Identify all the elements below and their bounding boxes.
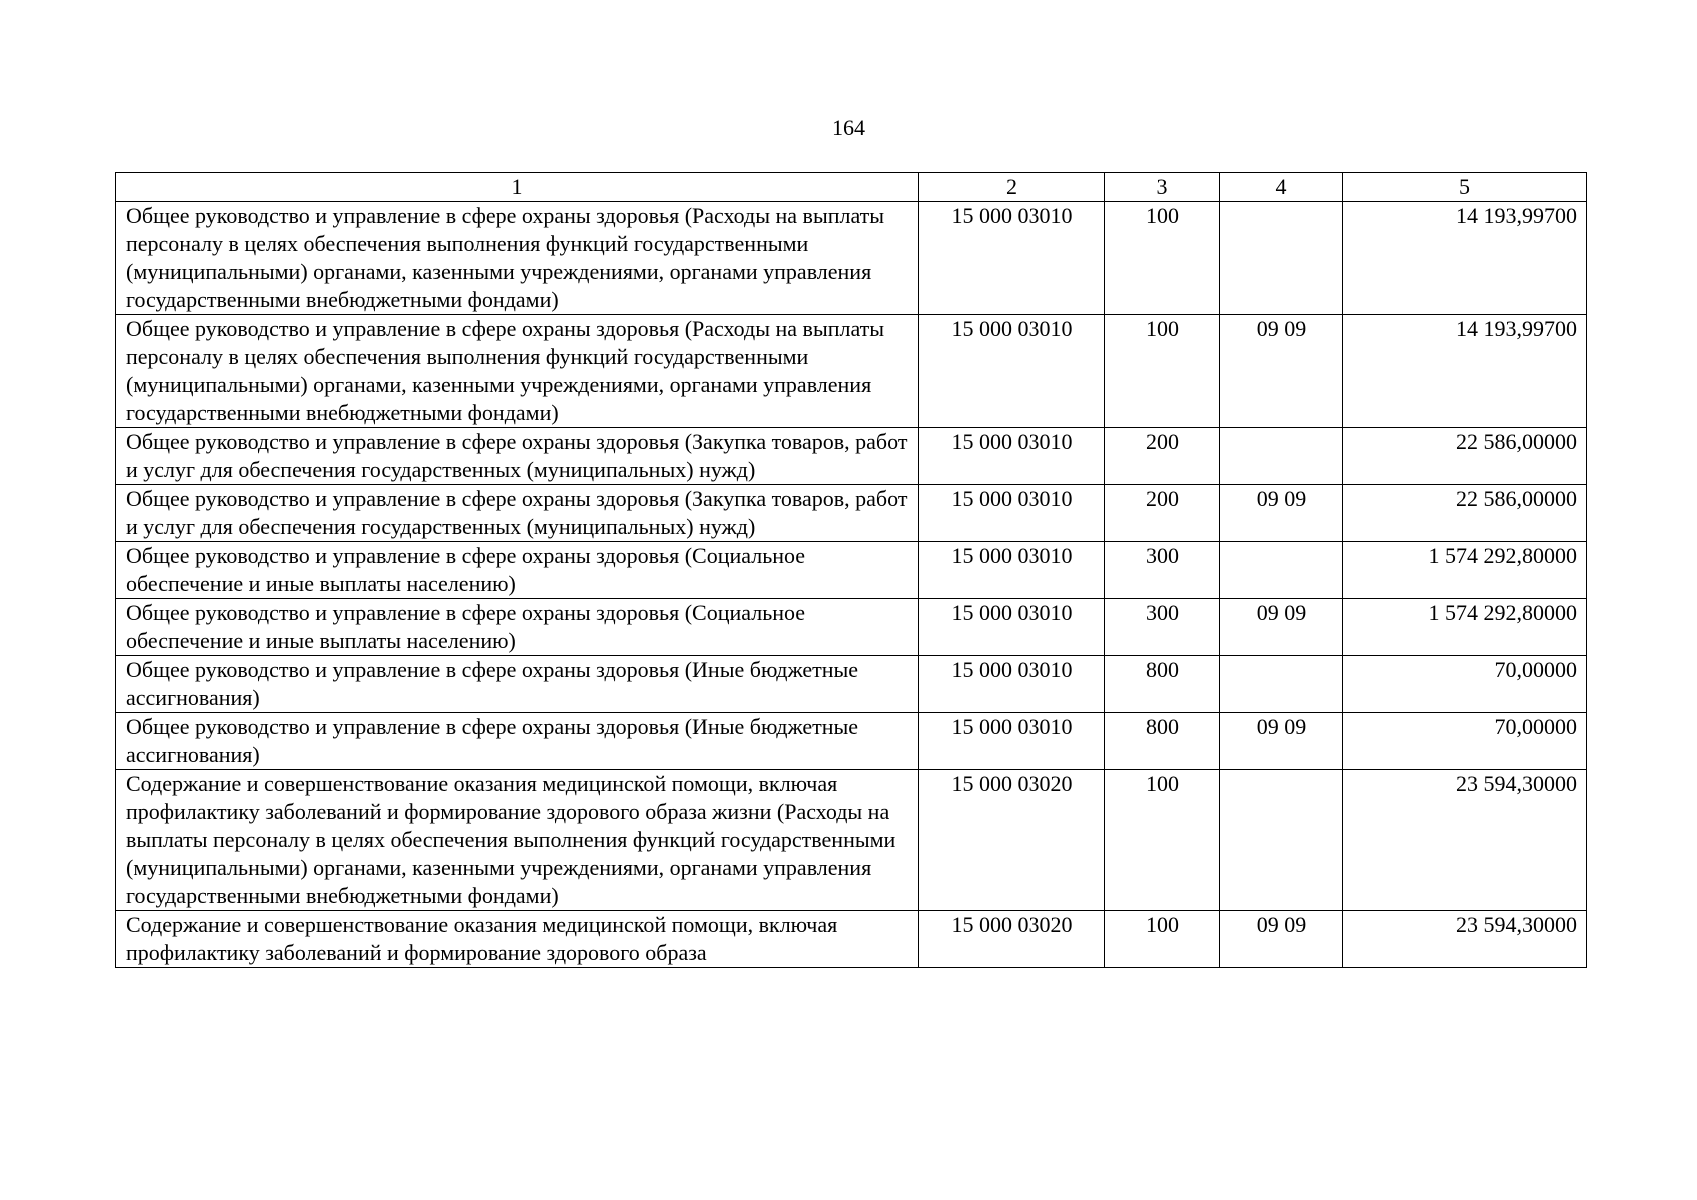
column-header: 3	[1105, 173, 1220, 202]
row-name-cell: Содержание и совершенствование оказания медицинской помощи, включая профилактику заболеваний и формирование здорового образа	[116, 911, 919, 968]
table-row	[116, 428, 1587, 485]
table-row	[116, 770, 1587, 911]
row-type-cell: 300	[1105, 599, 1220, 656]
row-code-cell: 15 000 03010	[919, 202, 1105, 315]
row-name-cell: Общее руководство и управление в сфере охраны здоровья (Социальное обеспечение и иные выплаты населению)	[116, 542, 919, 599]
row-name-cell: Общее руководство и управление в сфере охраны здоровья (Иные бюджетные ассигнования)	[116, 656, 919, 713]
row-sum-cell: 23 594,30000	[1343, 770, 1587, 911]
row-name-cell: Общее руководство и управление в сфере охраны здоровья (Закупка товаров, работ и услуг для обеспечения государственных (муниципальных) нужд)	[116, 485, 919, 542]
column-header: 5	[1343, 173, 1587, 202]
row-type-cell: 100	[1105, 315, 1220, 428]
row-code-cell: 15 000 03010	[919, 656, 1105, 713]
budget-table	[115, 172, 1587, 968]
row-code-cell: 15 000 03010	[919, 542, 1105, 599]
column-header: 1	[116, 173, 919, 202]
row-code-cell: 15 000 03010	[919, 315, 1105, 428]
row-code-cell: 15 000 03010	[919, 599, 1105, 656]
table-header-row	[116, 173, 1587, 202]
row-type-cell: 100	[1105, 911, 1220, 968]
row-section-cell: 09 09	[1220, 599, 1343, 656]
table-row	[116, 911, 1587, 968]
row-type-cell: 200	[1105, 428, 1220, 485]
row-type-cell: 800	[1105, 656, 1220, 713]
row-sum-cell: 70,00000	[1343, 713, 1587, 770]
row-section-cell: 09 09	[1220, 911, 1343, 968]
row-name-cell: Общее руководство и управление в сфере охраны здоровья (Расходы на выплаты персоналу в целях обеспечения выполнения функций государственными (муниципальными) органами, казенными учреждениями, органами управления государственными внебюджетными фондами)	[116, 315, 919, 428]
row-type-cell: 300	[1105, 542, 1220, 599]
row-sum-cell: 22 586,00000	[1343, 485, 1587, 542]
column-header: 2	[919, 173, 1105, 202]
row-sum-cell: 70,00000	[1343, 656, 1587, 713]
table-row	[116, 656, 1587, 713]
table-row	[116, 713, 1587, 770]
row-type-cell: 200	[1105, 485, 1220, 542]
table-row	[116, 485, 1587, 542]
row-code-cell: 15 000 03020	[919, 911, 1105, 968]
page-number: 164	[832, 115, 865, 140]
row-code-cell: 15 000 03010	[919, 428, 1105, 485]
row-section-cell: 09 09	[1220, 713, 1343, 770]
row-code-cell: 15 000 03020	[919, 770, 1105, 911]
table-row	[116, 202, 1587, 315]
row-name-cell: Общее руководство и управление в сфере охраны здоровья (Иные бюджетные ассигнования)	[116, 713, 919, 770]
row-section-cell: 09 09	[1220, 315, 1343, 428]
row-code-cell: 15 000 03010	[919, 713, 1105, 770]
row-sum-cell: 14 193,99700	[1343, 315, 1587, 428]
row-sum-cell: 23 594,30000	[1343, 911, 1587, 968]
row-code-cell: 15 000 03010	[919, 485, 1105, 542]
row-type-cell: 800	[1105, 713, 1220, 770]
row-section-cell	[1220, 770, 1343, 911]
column-header: 4	[1220, 173, 1343, 202]
row-section-cell	[1220, 428, 1343, 485]
row-sum-cell: 1 574 292,80000	[1343, 542, 1587, 599]
row-name-cell: Содержание и совершенствование оказания медицинской помощи, включая профилактику заболеваний и формирование здорового образа жизни (Расходы на выплаты персоналу в целях обеспечения выполнения функций государственными (муниципальными) органами, казенными учреждениями, органами управления государственными внебюджетными фондами)	[116, 770, 919, 911]
row-sum-cell: 1 574 292,80000	[1343, 599, 1587, 656]
row-sum-cell: 14 193,99700	[1343, 202, 1587, 315]
row-name-cell: Общее руководство и управление в сфере охраны здоровья (Закупка товаров, работ и услуг для обеспечения государственных (муниципальных) нужд)	[116, 428, 919, 485]
row-type-cell: 100	[1105, 770, 1220, 911]
row-section-cell	[1220, 656, 1343, 713]
row-section-cell	[1220, 542, 1343, 599]
row-sum-cell: 22 586,00000	[1343, 428, 1587, 485]
row-section-cell	[1220, 202, 1343, 315]
row-name-cell: Общее руководство и управление в сфере охраны здоровья (Расходы на выплаты персоналу в целях обеспечения выполнения функций государственными (муниципальными) органами, казенными учреждениями, органами управления государственными внебюджетными фондами)	[116, 202, 919, 315]
table-row	[116, 599, 1587, 656]
row-section-cell: 09 09	[1220, 485, 1343, 542]
table-row	[116, 315, 1587, 428]
row-name-cell: Общее руководство и управление в сфере охраны здоровья (Социальное обеспечение и иные выплаты населению)	[116, 599, 919, 656]
row-type-cell: 100	[1105, 202, 1220, 315]
table-row	[116, 542, 1587, 599]
